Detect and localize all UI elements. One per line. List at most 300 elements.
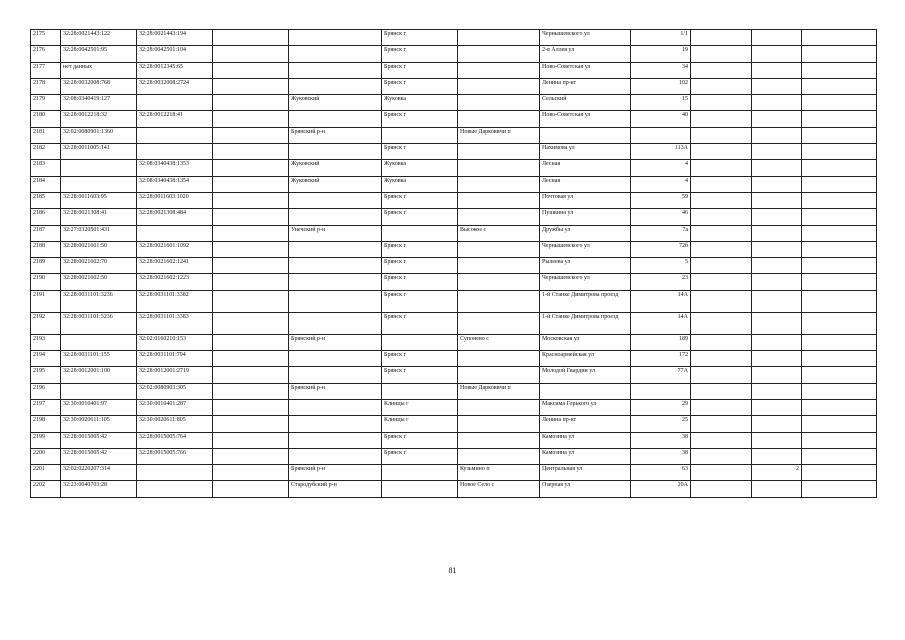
cell-col-extra-1 [691,30,752,46]
cell-row-number: 2192 [31,312,61,334]
cell-cadastral-number-land: 32:27:0320501:431 [61,225,137,241]
cell-col-empty [213,95,289,111]
cell-street: Ново-Советская ул [540,111,631,127]
cell-col-extra-1 [691,176,752,192]
cell-col-extra-1 [691,290,752,312]
cell-cadastral-number-land: 32:23:0040703:28 [61,481,137,497]
cell-col-extra-2 [752,399,802,415]
cell-district [289,111,382,127]
cell-district [289,367,382,383]
cell-city: Брянск г [382,62,458,78]
cell-col-empty [213,160,289,176]
cell-settlement: Новое Село с [458,481,540,497]
cell-city: Жуковка [382,95,458,111]
table-row [31,225,877,241]
cell-street: Рылеева ул [540,258,631,274]
cell-row-number: 2187 [31,225,61,241]
table-row [31,258,877,274]
cell-col-extra-3 [802,30,877,46]
cell-col-extra-3 [802,225,877,241]
cell-house-number: 38 [631,448,691,464]
cell-settlement [458,30,540,46]
cell-city: Жуковка [382,160,458,176]
cell-settlement [458,46,540,62]
cell-street: Ленина пр-кт [540,78,631,94]
cell-col-extra-1 [691,241,752,257]
cell-col-empty [213,127,289,143]
cell-cadastral-number-land: 32:28:0011005:141 [61,144,137,160]
cell-house-number: 72б [631,241,691,257]
cell-district [289,144,382,160]
cell-col-extra-2 [752,351,802,367]
cell-settlement [458,290,540,312]
cell-col-extra-3 [802,160,877,176]
cell-settlement [458,312,540,334]
cell-district [289,78,382,94]
cell-col-extra-3 [802,290,877,312]
cell-col-extra-1 [691,448,752,464]
cell-row-number: 2181 [31,127,61,143]
cell-district: Жуковский [289,160,382,176]
cell-row-number: 2186 [31,209,61,225]
registry-table-body [31,30,877,498]
cell-street: Ленина пр-кт [540,416,631,432]
cell-row-number: 2182 [31,144,61,160]
cell-district [289,258,382,274]
cell-city: Брянск г [382,30,458,46]
cell-district [289,30,382,46]
cell-col-extra-3 [802,95,877,111]
cell-col-empty [213,448,289,464]
cell-house-number: 14А [631,312,691,334]
cell-district: Брянский р-н [289,465,382,481]
cell-city: Брянск г [382,144,458,160]
cell-street: Лесная [540,176,631,192]
cell-district: Брянский р-н [289,127,382,143]
cell-cadastral-number-building: 32:28:0032008:2724 [137,78,213,94]
table-row [31,111,877,127]
cell-house-number: 23 [631,274,691,290]
cell-settlement: Новые Дарковичи п [458,383,540,399]
cell-col-extra-2 [752,367,802,383]
cell-city [382,334,458,350]
cell-col-empty [213,432,289,448]
cell-cadastral-number-land [61,160,137,176]
cell-cadastral-number-land: 32:28:0031101:155 [61,351,137,367]
cell-house-number: 38 [631,432,691,448]
cell-cadastral-number-building [137,225,213,241]
cell-col-extra-3 [802,312,877,334]
cell-col-extra-1 [691,95,752,111]
table-row [31,399,877,415]
cell-col-empty [213,399,289,415]
cell-cadastral-number-building: 32:28:0011603:1020 [137,192,213,208]
cell-col-extra-2 [752,30,802,46]
cell-cadastral-number-land: 32:28:0012218:32 [61,111,137,127]
cell-cadastral-number-land [61,383,137,399]
cell-col-extra-1 [691,383,752,399]
cell-cadastral-number-building: 32:30:0010401:287 [137,399,213,415]
cell-col-extra-2 [752,95,802,111]
cell-house-number: 77А [631,367,691,383]
cell-col-empty [213,383,289,399]
cell-cadastral-number-land: 32:28:0021602:50 [61,274,137,290]
table-row [31,62,877,78]
cell-city: Брянск г [382,274,458,290]
table-row [31,78,877,94]
cell-row-number: 2195 [31,367,61,383]
cell-col-extra-3 [802,78,877,94]
cell-house-number: 15 [631,95,691,111]
cell-street: Ново-Советская ул [540,62,631,78]
cell-cadastral-number-land: 32:28:0015005:42 [61,448,137,464]
cell-street: Сельский [540,95,631,111]
cell-cadastral-number-land: 32:30:0010401:97 [61,399,137,415]
cell-cadastral-number-land: 32:28:0021308:41 [61,209,137,225]
table-row [31,465,877,481]
cell-cadastral-number-land: 32:28:0021601:50 [61,241,137,257]
cell-col-extra-1 [691,367,752,383]
cell-cadastral-number-building [137,481,213,497]
page-number: 81 [448,566,457,575]
cell-settlement [458,274,540,290]
cell-cadastral-number-building: 32:28:0031101:3382 [137,290,213,312]
cell-col-extra-1 [691,62,752,78]
cell-settlement [458,367,540,383]
cell-col-extra-3 [802,241,877,257]
cell-col-extra-1 [691,127,752,143]
cell-col-extra-1 [691,274,752,290]
cell-cadastral-number-building: 32:28:0021443:194 [137,30,213,46]
cell-district [289,62,382,78]
cell-cadastral-number-building: 32:28:0015005:766 [137,448,213,464]
cell-district [289,290,382,312]
cell-city: Брянск г [382,448,458,464]
cell-cadastral-number-land: 32:28:0031101:3236 [61,290,137,312]
table-row [31,416,877,432]
cell-row-number: 2185 [31,192,61,208]
cell-house-number [631,383,691,399]
cell-cadastral-number-building: 32:28:0021601:1092 [137,241,213,257]
cell-district: Унечский р-н [289,225,382,241]
table-row [31,209,877,225]
cell-col-extra-2 [752,127,802,143]
cell-row-number: 2190 [31,274,61,290]
cell-settlement [458,448,540,464]
table-row [31,95,877,111]
cell-col-extra-1 [691,465,752,481]
cell-settlement [458,192,540,208]
cell-settlement [458,351,540,367]
cell-city [382,127,458,143]
cell-district [289,274,382,290]
cell-col-empty [213,62,289,78]
cell-col-extra-2 [752,46,802,62]
cell-col-extra-1 [691,160,752,176]
cell-city: Клинцы г [382,399,458,415]
cell-col-extra-1 [691,416,752,432]
cell-house-number: 20А [631,481,691,497]
cell-district: Жуковский [289,95,382,111]
cell-col-empty [213,209,289,225]
cell-col-empty [213,312,289,334]
cell-cadastral-number-land [61,176,137,192]
cell-district [289,46,382,62]
cell-col-empty [213,274,289,290]
cell-district [289,416,382,432]
cell-city [382,225,458,241]
table-row [31,351,877,367]
cell-cadastral-number-land: 32:28:0011603:95 [61,192,137,208]
cell-col-extra-1 [691,399,752,415]
cell-house-number: 63 [631,465,691,481]
cell-col-extra-3 [802,127,877,143]
cell-city: Брянск г [382,312,458,334]
cell-col-empty [213,465,289,481]
cell-city: Брянск г [382,111,458,127]
cell-col-extra-3 [802,192,877,208]
cell-house-number: 113А [631,144,691,160]
table-row [31,448,877,464]
cell-row-number: 2189 [31,258,61,274]
cell-col-extra-1 [691,209,752,225]
cell-col-extra-2 [752,290,802,312]
cell-house-number: 5 [631,258,691,274]
cell-col-extra-2 [752,192,802,208]
cell-col-extra-1 [691,144,752,160]
cell-cadastral-number-building: 32:28:0042501:104 [137,46,213,62]
cell-settlement: Новые Дарковичи п [458,127,540,143]
cell-street: Камозина ул [540,448,631,464]
cell-house-number: 102 [631,78,691,94]
cell-house-number: 1/1 [631,30,691,46]
cell-cadastral-number-building: 32:02:0080903:305 [137,383,213,399]
cell-row-number: 2193 [31,334,61,350]
table-row [31,176,877,192]
cell-settlement [458,78,540,94]
cell-col-extra-3 [802,399,877,415]
table-row [31,432,877,448]
cell-cadastral-number-land: 32:28:0012001:100 [61,367,137,383]
cell-col-extra-2 [752,225,802,241]
cell-col-extra-3 [802,209,877,225]
cell-col-extra-1 [691,432,752,448]
cell-settlement [458,144,540,160]
cell-district [289,448,382,464]
cell-col-extra-3 [802,351,877,367]
cell-col-extra-2 [752,416,802,432]
table-row [31,312,877,334]
cell-col-extra-3 [802,432,877,448]
cell-settlement: Супонево с [458,334,540,350]
cell-col-extra-3 [802,465,877,481]
cell-cadastral-number-building [137,144,213,160]
cell-col-extra-1 [691,351,752,367]
table-row [31,192,877,208]
cell-row-number: 2196 [31,383,61,399]
cell-row-number: 2197 [31,399,61,415]
cell-row-number: 2179 [31,95,61,111]
cell-row-number: 2177 [31,62,61,78]
table-row [31,30,877,46]
cell-city: Брянск г [382,46,458,62]
cell-col-empty [213,30,289,46]
cell-settlement [458,241,540,257]
cell-col-extra-2 [752,481,802,497]
cell-cadastral-number-land: 32:02:0220207:314 [61,465,137,481]
cell-cadastral-number-building [137,127,213,143]
cell-cadastral-number-building: 32:08:0340438:1353 [137,160,213,176]
cell-col-extra-3 [802,258,877,274]
cell-col-empty [213,78,289,94]
cell-street: Максима Горького ул [540,399,631,415]
cell-house-number: 34 [631,62,691,78]
cell-city: Брянск г [382,258,458,274]
cell-cadastral-number-land: 32:28:0021602:70 [61,258,137,274]
cell-street: Молодой Гвардии ул [540,367,631,383]
cell-cadastral-number-building: 32:28:0031101:3383 [137,312,213,334]
cell-street: Центральная ул [540,465,631,481]
cell-col-extra-2 [752,258,802,274]
cell-settlement [458,176,540,192]
cell-row-number: 2180 [31,111,61,127]
cell-col-extra-2 [752,383,802,399]
cell-settlement [458,258,540,274]
cell-cadastral-number-land: 32:28:0042501:95 [61,46,137,62]
cell-house-number [631,127,691,143]
cell-row-number: 2178 [31,78,61,94]
cell-row-number: 2199 [31,432,61,448]
cell-cadastral-number-land: 32:28:0031101:3236 [61,312,137,334]
cell-row-number: 2188 [31,241,61,257]
table-row [31,481,877,497]
cell-house-number: 7а [631,225,691,241]
cell-row-number: 2198 [31,416,61,432]
cell-col-extra-2 [752,209,802,225]
cell-col-extra-1 [691,46,752,62]
cell-row-number: 2176 [31,46,61,62]
cell-cadastral-number-building: 32:28:0015005:764 [137,432,213,448]
cell-house-number: 40 [631,111,691,127]
table-row [31,144,877,160]
cell-district [289,312,382,334]
cell-city: Брянск г [382,241,458,257]
cell-col-extra-3 [802,448,877,464]
cell-col-extra-1 [691,334,752,350]
cell-cadastral-number-building: 32:08:0340438:1354 [137,176,213,192]
cell-col-extra-2 [752,111,802,127]
cell-cadastral-number-land: 32:08:0340419:127 [61,95,137,111]
cell-col-empty [213,258,289,274]
cell-settlement [458,160,540,176]
cell-col-extra-2 [752,144,802,160]
cell-settlement [458,432,540,448]
cell-col-empty [213,192,289,208]
cell-settlement [458,416,540,432]
cell-col-extra-2 [752,62,802,78]
cell-col-extra-3 [802,144,877,160]
cell-street: Озерная ул [540,481,631,497]
cell-settlement [458,399,540,415]
cell-col-extra-2 [752,334,802,350]
table-row [31,46,877,62]
cell-cadastral-number-building: 32:28:0031101:794 [137,351,213,367]
cell-district: Стародубский р-н [289,481,382,497]
cell-col-empty [213,111,289,127]
cell-cadastral-number-land: 32:28:0021443:122 [61,30,137,46]
cell-cadastral-number-land: 32:30:0020611:105 [61,416,137,432]
cell-street: Лесная [540,160,631,176]
cell-col-extra-1 [691,481,752,497]
cell-district: Жуковский [289,176,382,192]
cell-street: Московская ул [540,334,631,350]
cell-col-empty [213,351,289,367]
cell-city [382,465,458,481]
cell-col-extra-3 [802,111,877,127]
cell-row-number: 2202 [31,481,61,497]
cell-cadastral-number-building: 32:30:0020611:805 [137,416,213,432]
table-row [31,334,877,350]
cell-cadastral-number-land [61,334,137,350]
cell-house-number: 59 [631,192,691,208]
cell-district: Брянский р-н [289,383,382,399]
cell-cadastral-number-land: нет данных [61,62,137,78]
cell-street: Камозина ул [540,432,631,448]
cell-city: Брянск г [382,351,458,367]
cell-house-number: 189 [631,334,691,350]
cell-street: Красноармейская ул [540,351,631,367]
cell-col-empty [213,367,289,383]
cell-street [540,127,631,143]
cell-col-extra-3 [802,274,877,290]
cell-cadastral-number-land: 32:02:0080901:1360 [61,127,137,143]
cell-cadastral-number-land: 32:28:0015005:42 [61,432,137,448]
cell-col-extra-1 [691,111,752,127]
cell-district [289,209,382,225]
cell-house-number: 4 [631,176,691,192]
cell-col-extra-2 [752,160,802,176]
cell-district [289,432,382,448]
cell-district [289,192,382,208]
cell-district [289,351,382,367]
cell-col-extra-3 [802,334,877,350]
table-row [31,274,877,290]
cell-cadastral-number-building: 32:28:0021602:1223 [137,274,213,290]
cell-col-empty [213,225,289,241]
cell-cadastral-number-building: 32:28:0012345:65 [137,62,213,78]
cell-cadastral-number-building [137,95,213,111]
cell-district [289,241,382,257]
cell-city: Брянск г [382,209,458,225]
cell-row-number: 2201 [31,465,61,481]
cell-col-extra-2: 2 [752,465,802,481]
cell-col-extra-2 [752,432,802,448]
cell-col-extra-2 [752,274,802,290]
cell-col-empty [213,290,289,312]
table-row [31,383,877,399]
cell-cadastral-number-land: 32:28:0032008:768 [61,78,137,94]
cell-col-empty [213,416,289,432]
cell-col-extra-1 [691,312,752,334]
cell-col-empty [213,144,289,160]
cell-col-empty [213,46,289,62]
cell-col-extra-2 [752,176,802,192]
cell-house-number: 19 [631,46,691,62]
cell-cadastral-number-building: 32:02:0160210:153 [137,334,213,350]
cell-col-empty [213,334,289,350]
table-row [31,290,877,312]
cell-street: Дружбы ул [540,225,631,241]
